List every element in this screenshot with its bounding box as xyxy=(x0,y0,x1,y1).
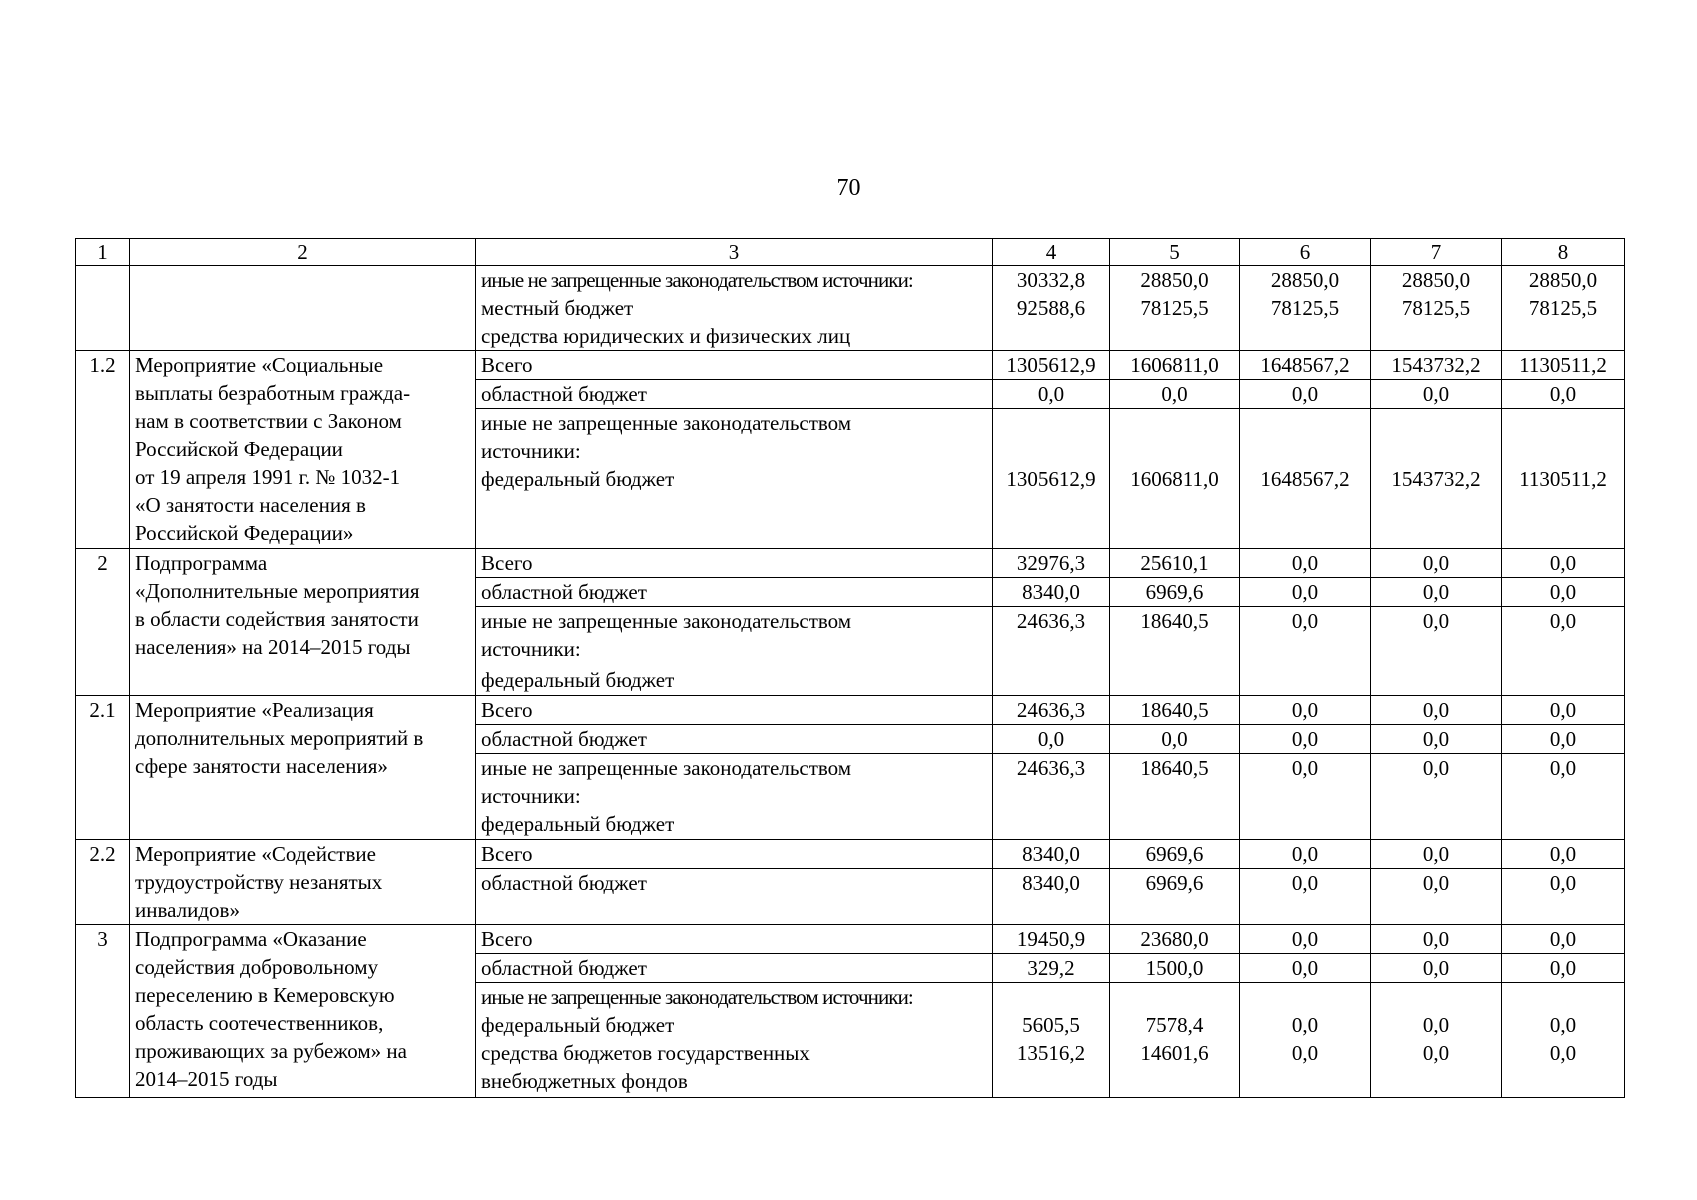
header-cell-2: 2 xyxy=(130,239,476,266)
value-cell: 1500,0 xyxy=(1110,954,1240,983)
value-cell xyxy=(993,266,1110,351)
row-name-line: от 19 апреля 1991 г. № 1032-1 xyxy=(135,465,401,489)
source-label: иные не запрещенные законодательством источники: xyxy=(481,268,913,292)
header-cell-4: 4 xyxy=(993,239,1110,266)
value-cell: 0,0 xyxy=(1371,725,1502,754)
source-cell: Всего xyxy=(476,549,993,578)
value-cell: 8340,0 xyxy=(993,869,1110,925)
row-name-cell xyxy=(130,549,476,696)
value-cell: 0,0 xyxy=(1502,869,1625,925)
value-cell: 0,0 xyxy=(1240,840,1371,869)
row-name-line: выплаты безработным гражда- xyxy=(135,381,411,405)
row-name-line: Мероприятие «Реализация xyxy=(135,698,374,722)
value-cell: 0,0 xyxy=(1240,869,1371,925)
source-label: средства юридических и физических лиц xyxy=(481,324,851,348)
header-cell-3: 3 xyxy=(476,239,993,266)
value-cell xyxy=(1240,983,1371,1098)
header-cell-1: 1 xyxy=(76,239,130,266)
value-cell: 1543732,2 xyxy=(1371,409,1502,549)
value: 28850,0 xyxy=(1401,268,1471,292)
value: 28850,0 xyxy=(1528,268,1598,292)
header-cell-6: 6 xyxy=(1240,239,1371,266)
source-label: иные не запрещенные законодательством xyxy=(481,756,852,780)
row-name-line: проживающих за рубежом» на xyxy=(135,1039,407,1063)
source-label: иные не запрещенные законодательством xyxy=(481,609,852,633)
value-cell: 1606811,0 xyxy=(1110,351,1240,380)
value-cell: 8340,0 xyxy=(993,840,1110,869)
value-cell: 0,0 xyxy=(1371,869,1502,925)
value-cell: 0,0 xyxy=(1371,696,1502,725)
value-cell xyxy=(1371,266,1502,351)
value-cell: 24636,3 xyxy=(993,696,1110,725)
value-cell: 0,0 xyxy=(1240,754,1371,840)
value-cell: 0,0 xyxy=(1502,725,1625,754)
row-name-line: населения» на 2014–2015 годы xyxy=(135,635,411,659)
value: 5605,5 xyxy=(1022,1013,1080,1037)
value-cell: 0,0 xyxy=(1240,725,1371,754)
value-cell xyxy=(1502,983,1625,1098)
value-cell xyxy=(1371,983,1502,1098)
value-cell: 0,0 xyxy=(1371,380,1502,409)
value-cell: 0,0 xyxy=(1371,840,1502,869)
value: 0,0 xyxy=(1422,1041,1450,1065)
source-label: иные не запрещенные законодательством xyxy=(481,411,852,435)
value: 92588,6 xyxy=(1016,296,1086,320)
value-cell: 6969,6 xyxy=(1110,578,1240,607)
table-row xyxy=(76,925,1625,954)
value-cell: 1543732,2 xyxy=(1371,351,1502,380)
value-cell: 6969,6 xyxy=(1110,869,1240,925)
source-cell xyxy=(476,607,993,696)
row-name-line: Подпрограмма xyxy=(135,551,268,575)
value-cell: 0,0 xyxy=(993,380,1110,409)
row-name-cell xyxy=(130,266,476,351)
source-cell xyxy=(476,754,993,840)
row-name-line: трудоустройству незанятых xyxy=(135,870,383,894)
row-number-cell: 2 xyxy=(76,549,130,696)
value-cell: 0,0 xyxy=(1240,380,1371,409)
value-cell: 0,0 xyxy=(1240,578,1371,607)
value: 28850,0 xyxy=(1140,268,1209,292)
value-cell: 1606811,0 xyxy=(1110,409,1240,549)
row-name-line: Российской Федерации» xyxy=(135,521,354,545)
table-row xyxy=(76,351,1625,380)
value-cell: 0,0 xyxy=(1110,380,1240,409)
row-name-line: «О занятости населения в xyxy=(135,493,366,517)
value-cell: 23680,0 xyxy=(1110,925,1240,954)
header-cell-8: 8 xyxy=(1502,239,1625,266)
source-cell: областной бюджет xyxy=(476,954,993,983)
source-label: федеральный бюджет xyxy=(481,467,675,491)
header-cell-5: 5 xyxy=(1110,239,1240,266)
value-cell: 0,0 xyxy=(1502,578,1625,607)
value: 0,0 xyxy=(1549,1041,1577,1065)
source-cell xyxy=(476,409,993,549)
value: 0,0 xyxy=(1422,1013,1450,1037)
value-cell: 1305612,9 xyxy=(993,351,1110,380)
value-cell xyxy=(993,983,1110,1098)
row-number-cell: 1.2 xyxy=(76,351,130,549)
row-name-line: 2014–2015 годы xyxy=(135,1067,278,1091)
value-cell: 24636,3 xyxy=(993,607,1110,696)
source-cell: областной бюджет xyxy=(476,380,993,409)
value-cell: 0,0 xyxy=(1240,925,1371,954)
value-cell: 0,0 xyxy=(1502,696,1625,725)
row-name-line: Подпрограмма «Оказание xyxy=(135,927,367,951)
source-label: источники: xyxy=(481,637,581,661)
page-number: 70 xyxy=(836,175,861,201)
value-cell: 0,0 xyxy=(1240,954,1371,983)
table-row xyxy=(76,549,1625,578)
value: 7578,4 xyxy=(1145,1013,1204,1037)
value-cell: 0,0 xyxy=(1371,549,1502,578)
source-cell xyxy=(476,266,993,351)
value-cell: 1648567,2 xyxy=(1240,409,1371,549)
source-label: федеральный бюджет xyxy=(481,1013,675,1037)
value-cell: 0,0 xyxy=(1240,549,1371,578)
value: 78125,5 xyxy=(1140,296,1209,320)
table-row-continuation xyxy=(76,266,1625,351)
value: 13516,2 xyxy=(1016,1041,1086,1065)
value-cell: 32976,3 xyxy=(993,549,1110,578)
value-cell xyxy=(1110,983,1240,1098)
source-cell: областной бюджет xyxy=(476,725,993,754)
value: 78125,5 xyxy=(1270,296,1340,320)
value-cell: 6969,6 xyxy=(1110,840,1240,869)
value: 28850,0 xyxy=(1270,268,1340,292)
row-number-cell xyxy=(76,266,130,351)
row-name-cell xyxy=(130,840,476,925)
value-cell: 0,0 xyxy=(1371,607,1502,696)
table-row xyxy=(76,840,1625,869)
value-cell: 0,0 xyxy=(1371,754,1502,840)
value: 78125,5 xyxy=(1528,296,1598,320)
row-name-line: Российской Федерации xyxy=(135,437,343,461)
value-cell: 19450,9 xyxy=(993,925,1110,954)
value-cell: 1648567,2 xyxy=(1240,351,1371,380)
value-cell xyxy=(1240,266,1371,351)
row-name-line: переселению в Кемеровскую xyxy=(135,983,395,1007)
source-label: местный бюджет xyxy=(481,296,634,320)
source-label: федеральный бюджет xyxy=(481,668,675,692)
value: 0,0 xyxy=(1549,1013,1577,1037)
row-name-line: Мероприятие «Содействие xyxy=(135,842,376,866)
table-row xyxy=(76,696,1625,725)
value-cell: 0,0 xyxy=(1240,607,1371,696)
value-cell: 1305612,9 xyxy=(993,409,1110,549)
value-cell: 25610,1 xyxy=(1110,549,1240,578)
value-cell: 0,0 xyxy=(1502,607,1625,696)
value: 0,0 xyxy=(1291,1013,1319,1037)
value-cell xyxy=(1110,266,1240,351)
value-cell: 18640,5 xyxy=(1110,607,1240,696)
value-cell: 0,0 xyxy=(1502,840,1625,869)
value-cell: 24636,3 xyxy=(993,754,1110,840)
row-name-line: нам в соответствии с Законом xyxy=(135,409,402,433)
row-number-cell: 2.2 xyxy=(76,840,130,925)
source-label: внебюджетных фондов xyxy=(481,1069,688,1093)
header-cell-7: 7 xyxy=(1371,239,1502,266)
value-cell: 1130511,2 xyxy=(1502,351,1625,380)
value-cell: 0,0 xyxy=(1502,549,1625,578)
row-name-line: сфере занятости населения» xyxy=(135,754,388,778)
source-cell: Всего xyxy=(476,840,993,869)
value: 78125,5 xyxy=(1401,296,1471,320)
row-name-line: дополнительных мероприятий в xyxy=(135,726,424,750)
value: 0,0 xyxy=(1291,1041,1319,1065)
row-name-cell xyxy=(130,351,476,549)
value-cell: 329,2 xyxy=(993,954,1110,983)
source-cell: областной бюджет xyxy=(476,578,993,607)
row-name-line: содействия добровольному xyxy=(135,955,379,979)
value-cell: 0,0 xyxy=(1371,925,1502,954)
row-name-line: Мероприятие «Социальные xyxy=(135,353,384,377)
row-number-cell: 3 xyxy=(76,925,130,1098)
value-cell: 0,0 xyxy=(1371,578,1502,607)
value-cell: 1130511,2 xyxy=(1502,409,1625,549)
value-cell: 0,0 xyxy=(1371,954,1502,983)
value: 30332,8 xyxy=(1016,268,1086,292)
row-name-line: область соотечественников, xyxy=(135,1011,384,1035)
source-label: источники: xyxy=(481,439,581,463)
row-name-cell xyxy=(130,696,476,840)
value-cell: 18640,5 xyxy=(1110,696,1240,725)
source-label: федеральный бюджет xyxy=(481,812,675,836)
source-label: источники: xyxy=(481,784,581,808)
value-cell: 8340,0 xyxy=(993,578,1110,607)
row-number-cell: 2.1 xyxy=(76,696,130,840)
source-cell: областной бюджет xyxy=(476,869,993,925)
budget-table xyxy=(75,238,1625,1098)
row-name-cell xyxy=(130,925,476,1098)
row-name-line: в области содействия занятости xyxy=(135,607,419,631)
value-cell: 0,0 xyxy=(1502,754,1625,840)
value-cell xyxy=(1502,266,1625,351)
source-cell: Всего xyxy=(476,696,993,725)
source-cell: Всего xyxy=(476,925,993,954)
row-name-line: инвалидов» xyxy=(135,898,240,922)
source-label: средства бюджетов государственных xyxy=(481,1041,810,1065)
value: 14601,6 xyxy=(1140,1041,1209,1065)
value-cell: 0,0 xyxy=(1240,696,1371,725)
value-cell: 0,0 xyxy=(1502,954,1625,983)
source-label: иные не запрещенные законодательством источники: xyxy=(481,985,913,1009)
value-cell: 0,0 xyxy=(993,725,1110,754)
value-cell: 0,0 xyxy=(1110,725,1240,754)
table-header-row xyxy=(76,239,1625,266)
source-cell: Всего xyxy=(476,351,993,380)
source-cell xyxy=(476,983,993,1098)
value-cell: 0,0 xyxy=(1502,925,1625,954)
row-name-line: «Дополнительные мероприятия xyxy=(135,579,420,603)
value-cell: 18640,5 xyxy=(1110,754,1240,840)
value-cell: 0,0 xyxy=(1502,380,1625,409)
